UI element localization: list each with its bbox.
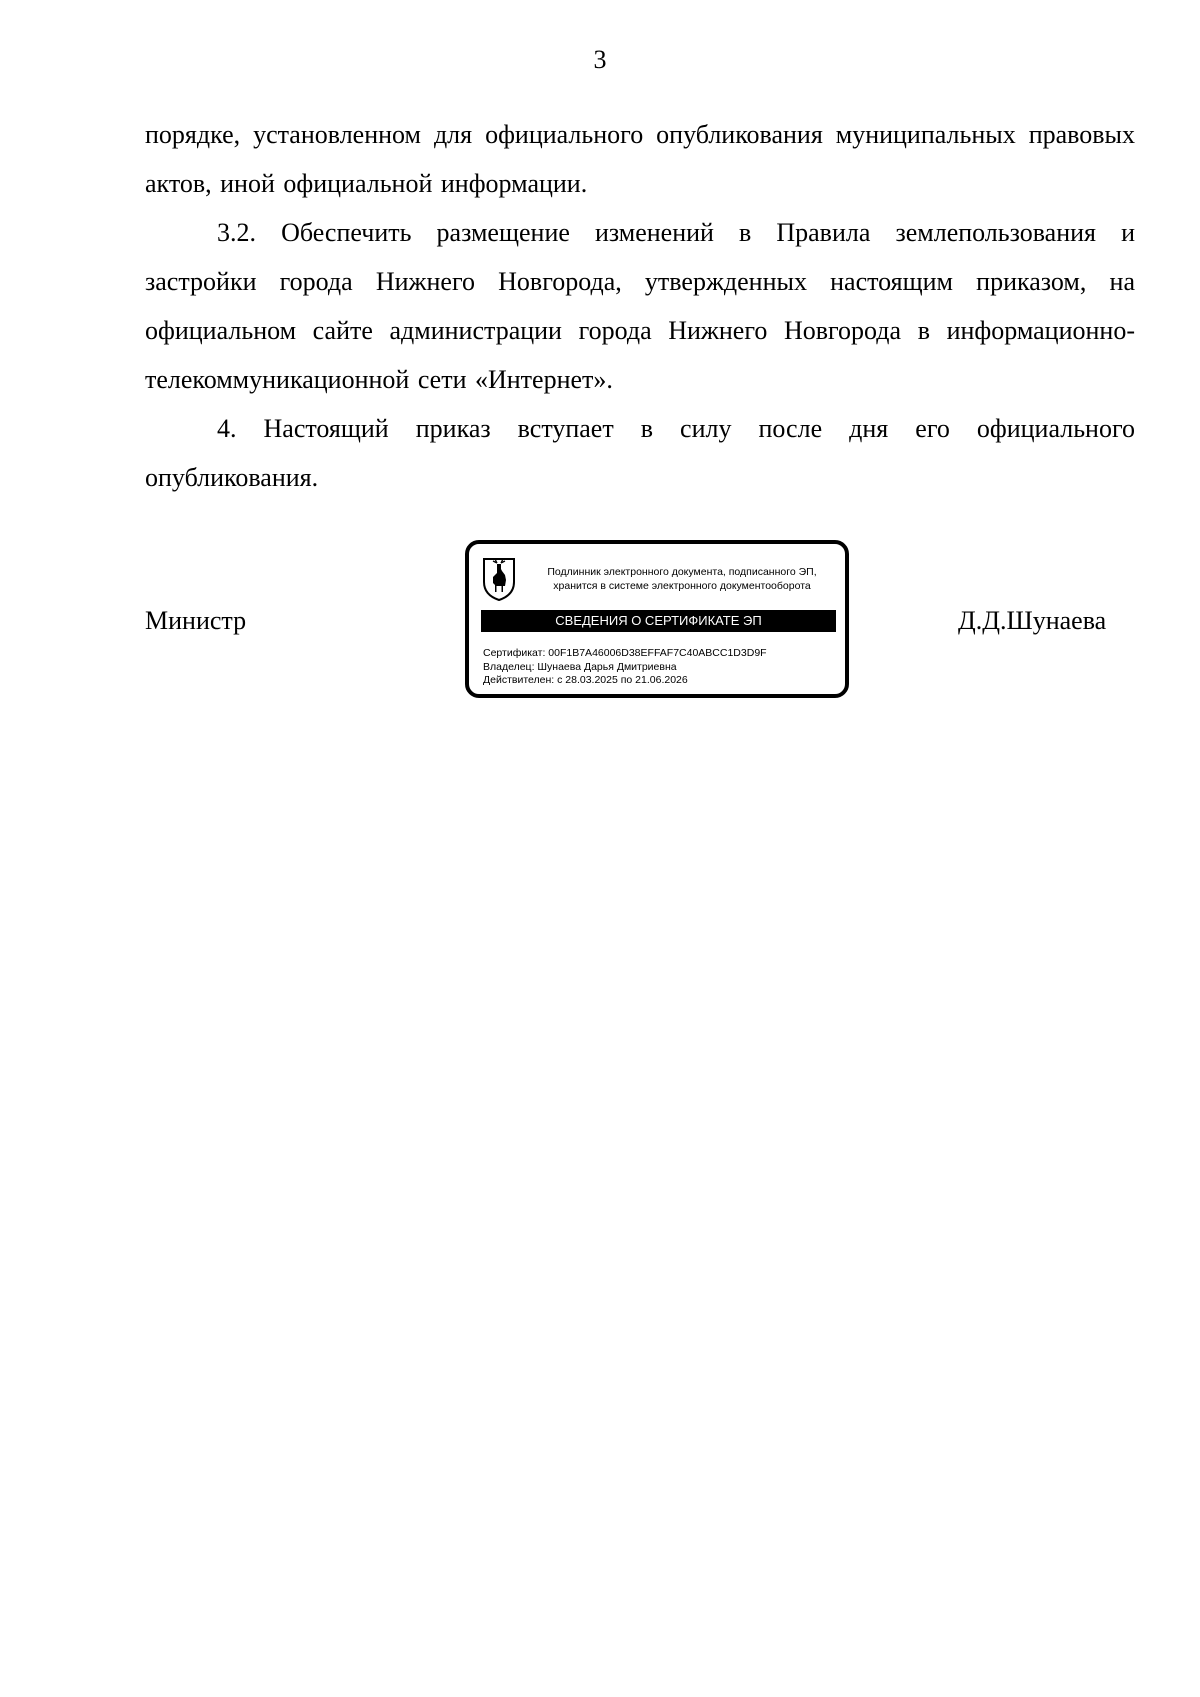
document-body [145,110,1135,502]
stamp-header-line-1: Подлинник электронного документа, подписанного ЭП, [547,566,817,578]
stamp-header-line-2: хранится в системе электронного документооборота [553,580,811,592]
signature-block [0,540,1200,705]
signer-name: Д.Д.Шунаева [958,606,1107,635]
paragraph-item-4: 4. Настоящий приказ вступает в силу после дня его официального опубликования. [145,414,1135,492]
certificate-number: Сертификат: 00F1B7A46006D38EFFAF7C40ABCC1D3D9F [483,647,767,659]
deer-coat-of-arms-icon [481,556,517,602]
page-number: 3 [593,45,607,74]
paragraph-item-3-2: 3.2. Обеспечить размещение изменений в Правила землепользования и застройки города Нижнего Новгорода, утвержденных настоящим приказом, на официальном сайте администрации города Нижнего Новгорода в информационно-телекоммуникационной сети «Интернет». [145,218,1135,394]
stamp-header [527,565,837,593]
paragraph-continuation: порядке, установленном для официального опубликования муниципальных правовых актов, иной официальной информации. [145,120,1135,198]
certificate-details [483,647,767,688]
electronic-signature-stamp [465,540,849,698]
signer-position: Министр [145,606,247,635]
stamp-banner: СВЕДЕНИЯ О СЕРТИФИКАТЕ ЭП [481,610,836,632]
certificate-owner: Владелец: Шунаева Дарья Дмитриевна [483,660,677,673]
certificate-validity: Действителен: с 28.03.2025 по 21.06.2026 [483,674,688,686]
